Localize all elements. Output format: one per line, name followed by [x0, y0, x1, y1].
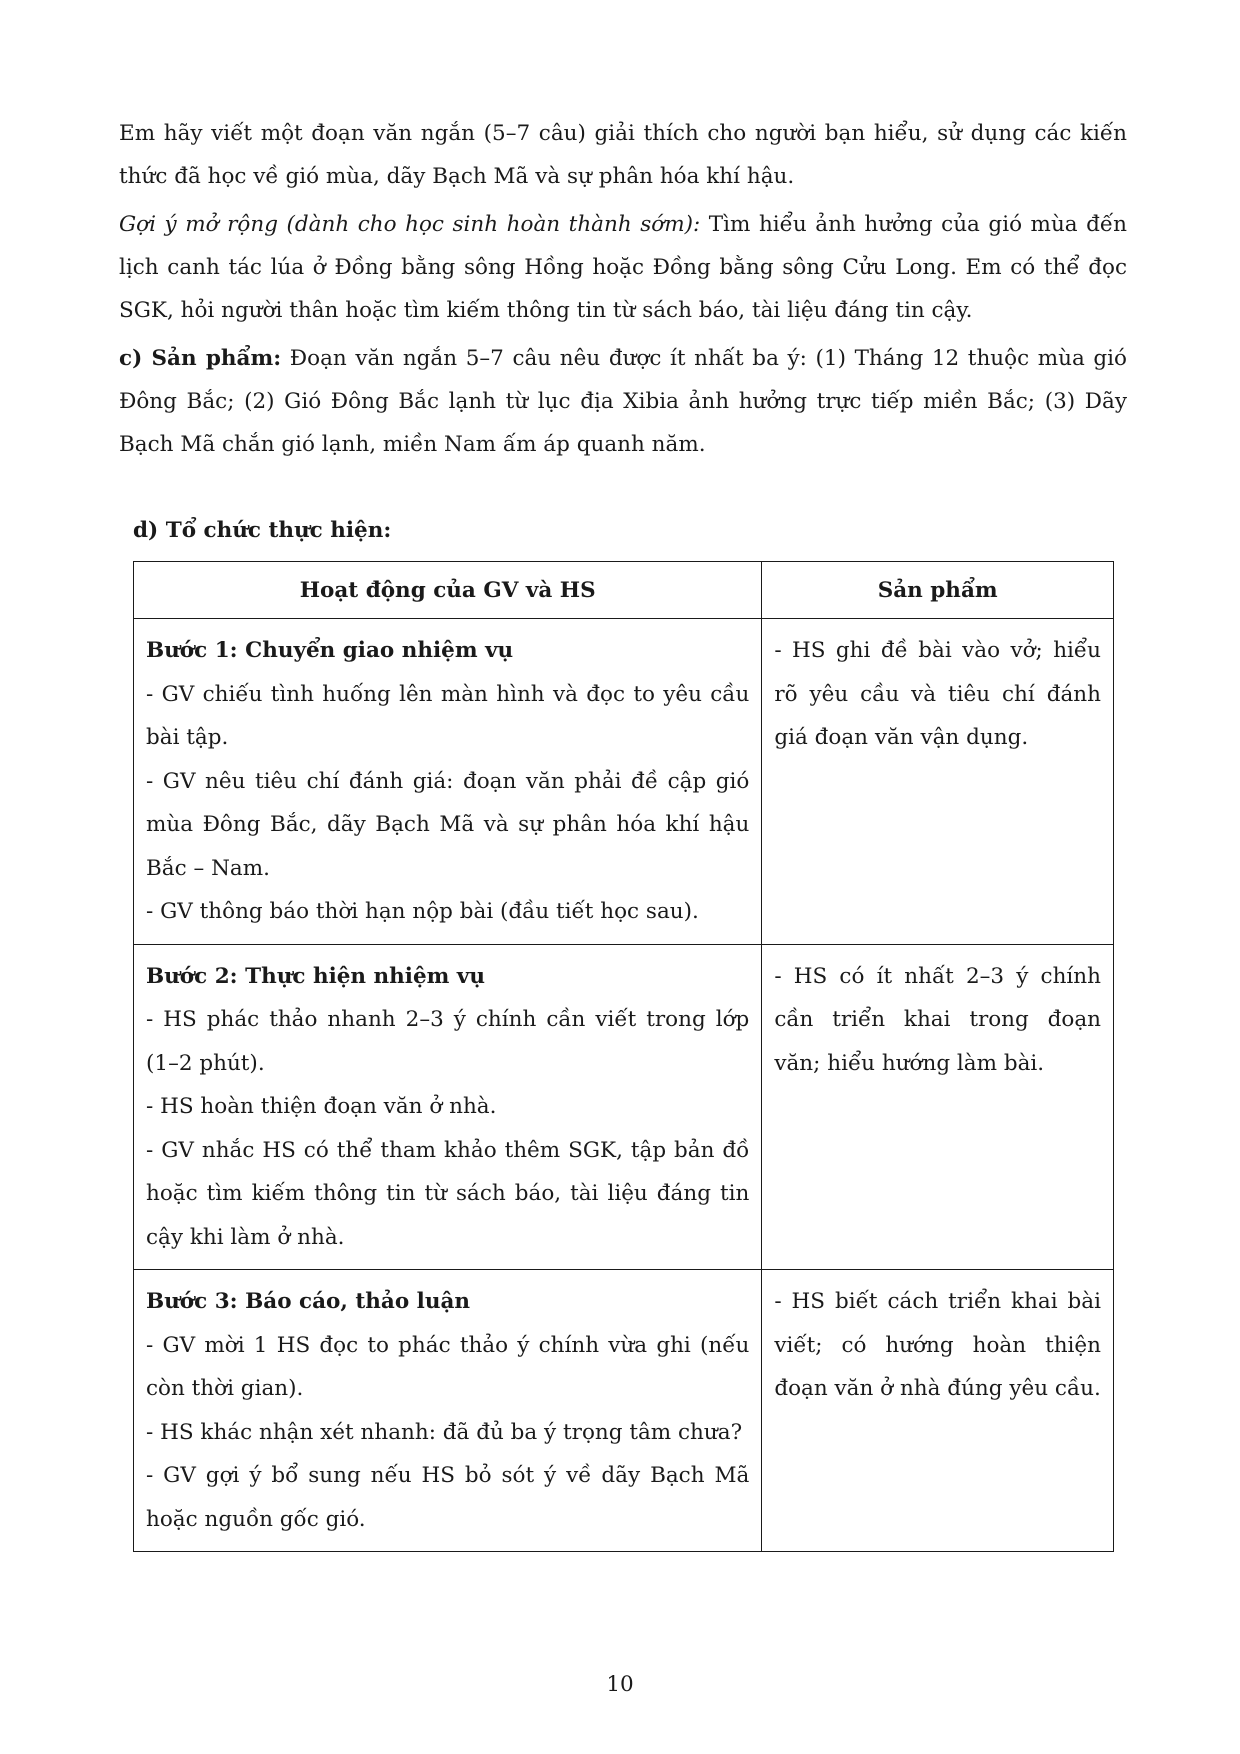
product-label: c) Sản phẩm: — [119, 346, 282, 371]
organization-heading: d) Tổ chức thực hiện: — [133, 518, 392, 543]
activity-line: - GV nhắc HS có thể tham khảo thêm SGK, tập bản đồ hoặc tìm kiếm thông tin từ sách báo, tài liệu đáng tin cậy khi làm ở nhà. — [146, 1137, 750, 1250]
table-header-row — [134, 562, 1114, 619]
activity-line: - GV gợi ý bổ sung nếu HS bỏ sót ý về dãy Bạch Mã hoặc nguồn gốc gió. — [146, 1463, 750, 1532]
activity-line: - GV nêu tiêu chí đánh giá: đoạn văn phải đề cập gió mùa Đông Bắc, dãy Bạch Mã và sự phân hóa khí hậu Bắc – Nam. — [146, 768, 750, 881]
page-number: 10 — [606, 1672, 634, 1697]
activity-line: - GV mời 1 HS đọc to phác thảo ý chính vừa ghi (nếu còn thời gian). — [146, 1332, 750, 1401]
page-content — [119, 112, 1127, 1552]
step-title: Bước 3: Báo cáo, thảo luận — [146, 1289, 471, 1314]
product-cell: - HS có ít nhất 2–3 ý chính cần triển khai trong đoạn văn; hiểu hướng làm bài. — [762, 944, 1114, 1270]
table-row — [134, 1270, 1114, 1552]
step-title: Bước 1: Chuyển giao nhiệm vụ — [146, 638, 514, 663]
task-paragraph: Em hãy viết một đoạn văn ngắn (5–7 câu) giải thích cho người bạn hiểu, sử dụng các kiến thức đã học về gió mùa, dãy Bạch Mã và sự phân hóa khí hậu. — [119, 121, 1127, 189]
extension-paragraph — [119, 203, 1127, 332]
extension-label: Gợi ý mở rộng (dành cho học sinh hoàn thành sớm): — [119, 212, 701, 237]
header-activity: Hoạt động của GV và HS — [134, 562, 762, 619]
activity-line: - HS phác thảo nhanh 2–3 ý chính cần viết trong lớp (1–2 phút). — [146, 1007, 750, 1076]
activity-cell — [134, 619, 762, 945]
step-title: Bước 2: Thực hiện nhiệm vụ — [146, 963, 486, 989]
activity-line: - GV chiếu tình huống lên màn hình và đọc to yêu cầu bài tập. — [146, 681, 750, 750]
header-product: Sản phẩm — [762, 562, 1114, 619]
activity-line: - HS hoàn thiện đoạn văn ở nhà. — [146, 1094, 497, 1119]
table-row — [134, 944, 1114, 1270]
product-paragraph — [119, 337, 1127, 466]
product-cell: - HS ghi đề bài vào vở; hiểu rõ yêu cầu và tiêu chí đánh giá đoạn văn vận dụng. — [762, 619, 1114, 945]
activity-table — [133, 561, 1114, 1552]
product-cell: - HS biết cách triển khai bài viết; có hướng hoàn thiện đoạn văn ở nhà đúng yêu cầu. — [762, 1270, 1114, 1552]
activity-line: - GV thông báo thời hạn nộp bài (đầu tiết học sau). — [146, 899, 699, 924]
activity-line: - HS khác nhận xét nhanh: đã đủ ba ý trọng tâm chưa? — [146, 1419, 743, 1445]
activity-cell — [134, 944, 762, 1270]
extension-text: Tìm hiểu ảnh hưởng của gió mùa đến lịch canh tác lúa ở Đồng bằng sông Hồng hoặc Đồng bằng sông Cửu Long. Em có thể đọc SGK, hỏi người thân hoặc tìm kiếm thông tin từ sách báo, tài liệu đáng tin cậy. — [119, 212, 1128, 323]
product-text: Đoạn văn ngắn 5–7 câu nêu được ít nhất ba ý: (1) Tháng 12 thuộc mùa gió Đông Bắc; (2) Gió Đông Bắc lạnh từ lục địa Xibia ảnh hưởng trực tiếp miền Bắc; (3) Dãy Bạch Mã chắn gió lạnh, miền Nam ấm áp quanh năm. — [119, 346, 1128, 457]
table-row — [134, 619, 1114, 945]
activity-cell — [134, 1270, 762, 1552]
